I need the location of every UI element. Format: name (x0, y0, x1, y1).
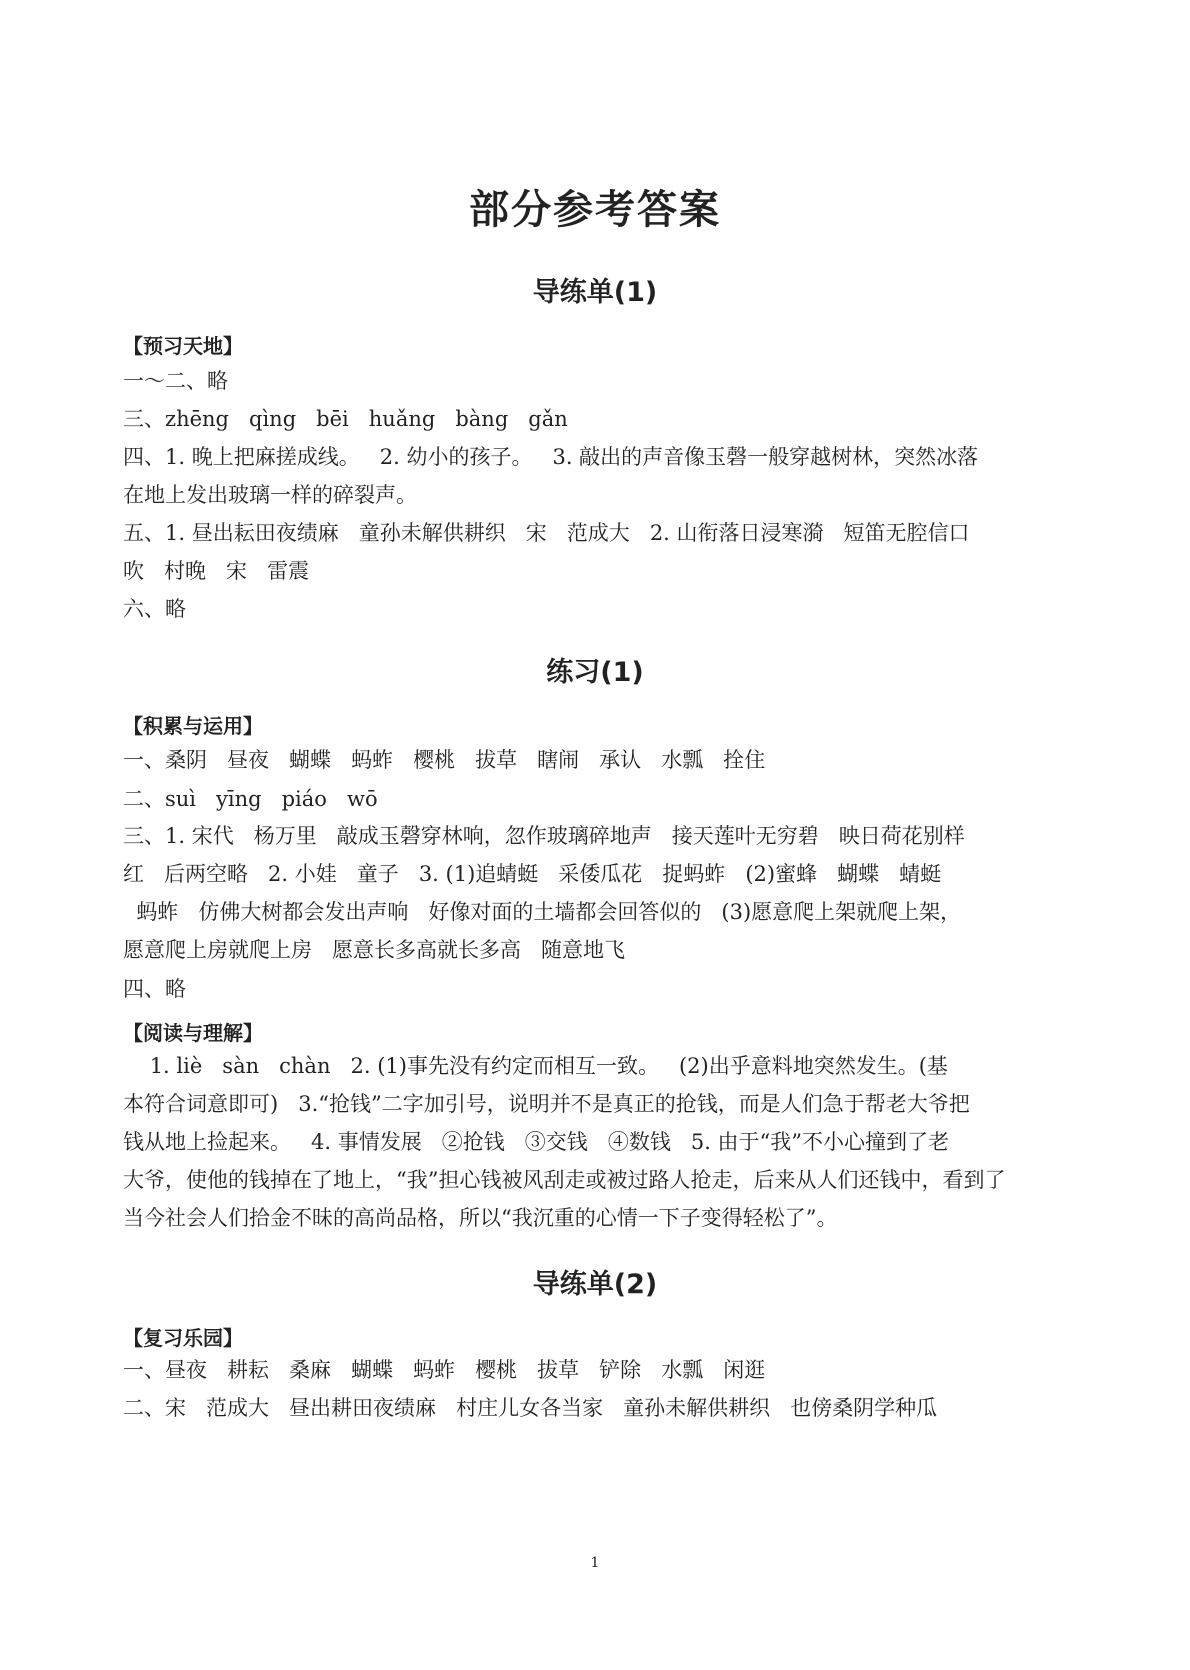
section-tag: 【预习天地】 (123, 334, 243, 358)
answer-line: 一～二、略 (123, 369, 228, 393)
answer-line: 红 后两空略 2. 小娃 童子 3. (1)追蜻蜓 采倭瓜花 捉蚂蚱 (2)蜜蜂 蝴蝶 蜻蜓 (123, 862, 942, 886)
section-title: 导练单(2) (532, 1269, 658, 1300)
section-tag: 【积累与运用】 (123, 714, 263, 738)
section-title: 练习(1) (546, 657, 644, 688)
answer-line: 三、zhēng qìng bēi huǎng bàng gǎn (123, 407, 568, 431)
answer-line: 1. liè sàn chàn 2. (1)事先没有约定而相互一致。 (2)出乎意料地突然发生。(基 (123, 1054, 948, 1078)
answer-line: 五、1. 昼出耘田夜绩麻 童孙未解供耕织 宋 范成大 2. 山衔落日浸寒漪 短笛无腔信口 (123, 521, 970, 545)
answer-line: 六、略 (123, 597, 186, 621)
answer-line: 二、suì yīng piáo wō (123, 787, 378, 811)
answer-line: 当今社会人们拾金不昧的高尚品格，所以“我沉重的心情一下子变得轻松了”。 (123, 1206, 838, 1230)
answer-line: 本符合词意即可) 3.“抢钱”二字加引号，说明并不是真正的抢钱，而是人们急于帮老大爷把 (123, 1092, 970, 1116)
answer-line: 蚂蚱 仿佛大树都会发出声响 好像对面的土墙都会回答似的 (3)愿意爬上架就爬上架， (123, 900, 962, 924)
answer-line: 大爷，使他的钱掉在了地上，“我”担心钱被风刮走或被过路人抢走，后来从人们还钱中，看到了 (123, 1168, 1006, 1192)
answer-line: 吹 村晚 宋 雷震 (123, 559, 310, 583)
answer-line: 二、宋 范成大 昼出耕田夜绩麻 村庄儿女各当家 童孙未解供耕织 也傍桑阴学种瓜 (123, 1396, 938, 1420)
answer-line: 三、1. 宋代 杨万里 敲成玉磬穿林响，忽作玻璃碎地声 接天莲叶无穷碧 映日荷花别样 (123, 824, 965, 848)
answer-line: 一、桑阴 昼夜 蝴蝶 蚂蚱 樱桃 拔草 瞎闹 承认 水瓢 拴住 (123, 748, 766, 772)
section-title: 导练单(1) (532, 277, 658, 308)
answer-line: 钱从地上捡起来。 4. 事情发展 ②抢钱 ③交钱 ④数钱 5. 由于“我”不小心撞到了老 (123, 1130, 950, 1154)
answer-line: 四、1. 晚上把麻搓成线。 2. 幼小的孩子。 3. 敲出的声音像玉磬一般穿越树林，突然冰落 (123, 445, 979, 469)
page-title: 部分参考答案 (469, 187, 721, 233)
page-number: 1 (590, 1555, 600, 1571)
answer-line: 一、昼夜 耕耘 桑麻 蝴蝶 蚂蚱 樱桃 拔草 铲除 水瓢 闲逛 (123, 1358, 766, 1382)
answer-line: 在地上发出玻璃一样的碎裂声。 (123, 483, 417, 507)
section-tag: 【阅读与理解】 (123, 1021, 263, 1045)
section-tag: 【复习乐园】 (123, 1326, 243, 1350)
answer-line: 四、略 (123, 977, 186, 1001)
answer-line: 愿意爬上房就爬上房 愿意长多高就长多高 随意地飞 (123, 938, 626, 962)
